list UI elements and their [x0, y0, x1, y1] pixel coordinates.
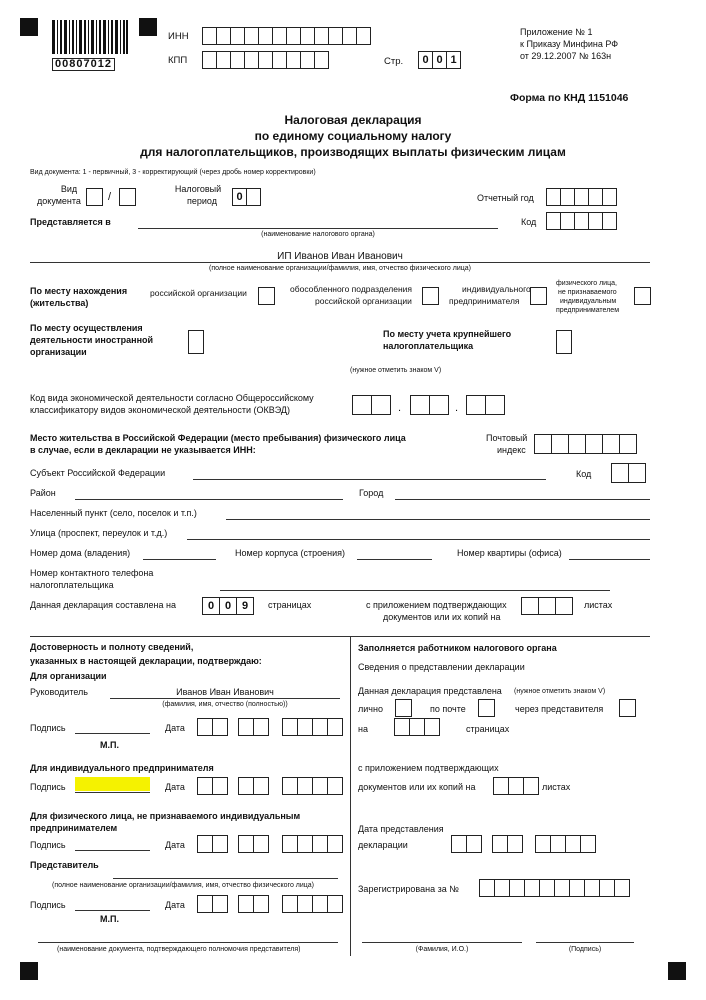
attach-label-2: документов или их копий на [383, 612, 501, 622]
district-label: Район [30, 488, 56, 498]
office-attach-label-1: с приложением подтверждающих [358, 763, 499, 773]
street-label: Улица (проспект, переулок и т.д.) [30, 528, 168, 538]
org-date-year[interactable] [282, 718, 342, 736]
opt-separate-checkbox[interactable] [422, 287, 439, 305]
representative-caption: (полное наименование организации/фамилия, имя, отчество физического лица) [52, 882, 315, 889]
okved-cells-2[interactable] [410, 395, 448, 413]
tax-office-heading: Заполняется работником налогового органа [358, 643, 557, 653]
for-phys-label-1: Для физического лица, не признаваемого индивидуальным [30, 811, 301, 821]
column-divider [350, 636, 351, 956]
doc-type-label-1: Вид [60, 184, 78, 194]
building-label: Номер корпуса (строения) [235, 548, 346, 558]
doc-type-label-2: документа [37, 196, 81, 206]
correction-number-box[interactable] [119, 188, 136, 206]
organization-name-caption: (полное наименование организации/фамилия, имя, отчество физического лица) [208, 265, 471, 272]
report-year-cells[interactable] [546, 188, 616, 206]
organization-name[interactable]: ИП Иванов Иван Иванович [277, 251, 403, 262]
officer-sign-caption: (Подпись) [568, 946, 602, 953]
representative-line[interactable] [113, 878, 338, 879]
org-date-label: Дата [165, 723, 185, 733]
for-phys-label-2: предпринимателем [30, 823, 118, 833]
major-taxpayer-checkbox[interactable] [556, 330, 572, 354]
rep-document-caption: (наименование документа, подтверждающего полномочия представителя) [57, 946, 301, 953]
postal-label-1: Почтовый [486, 433, 528, 443]
phys-sign-label: Подпись [30, 840, 66, 850]
by-mail-checkbox[interactable] [478, 699, 495, 717]
org-sign-label: Подпись [30, 723, 66, 733]
ip-sign-highlight [75, 777, 150, 791]
opt-ip-2: предпринимателя [449, 296, 520, 306]
city-label: Город [359, 488, 384, 498]
house-label: Номер дома (владения) [30, 548, 131, 558]
address-heading-2: в случае, если в декларации не указывается ИНН: [30, 445, 256, 455]
okved-label-1: Код вида экономической деятельности согласно Общероссийскому [30, 393, 314, 403]
rep-stamp-label: М.П. [100, 914, 119, 924]
pages-word: страницах [268, 600, 312, 610]
section-divider [30, 636, 650, 637]
office-sheets-word: листах [542, 782, 571, 792]
foreign-org-label-1: По месту осуществления [30, 323, 143, 333]
via-rep-label: через представителя [515, 704, 604, 714]
title-line-1: Налоговая декларация [284, 113, 422, 127]
tax-authority-caption: (наименование налогового органа) [261, 231, 375, 238]
phys-date-day[interactable] [197, 835, 227, 853]
presented-note: (нужное отметить знаком V) [514, 688, 606, 695]
okved-dot-2: . [455, 402, 459, 414]
officer-sign-line[interactable] [536, 942, 634, 943]
registered-label: Зарегистрирована за № [358, 884, 459, 894]
tax-period-label-1: Налоговый [174, 184, 222, 194]
title-line-3: для налогоплательщиков, производящих выплаты физическим лицам [140, 145, 566, 159]
code-label: Код [521, 217, 537, 227]
okved-cells-1[interactable] [352, 395, 390, 413]
doc-type-slash: / [108, 191, 112, 203]
kpp-cells[interactable] [202, 51, 328, 69]
report-year-label: Отчетный год [477, 193, 534, 203]
corner-marker-top-left [20, 18, 38, 36]
opt-separate-2: российской организации [315, 296, 412, 306]
page-number-cells[interactable]: 0 0 1 [418, 51, 460, 69]
ip-date-month[interactable] [238, 777, 268, 795]
okved-cells-3[interactable] [466, 395, 504, 413]
ip-date-day[interactable] [197, 777, 227, 795]
ip-date-label: Дата [165, 782, 185, 792]
rep-date-month[interactable] [238, 895, 268, 913]
apartment-line[interactable] [569, 559, 650, 560]
subject-code-label: Код [576, 469, 592, 479]
tax-authority-code-cells[interactable] [546, 212, 616, 230]
subject-code-cells[interactable] [611, 463, 645, 481]
head-name-line [110, 698, 340, 699]
foreign-org-label-2: деятельности иностранной [30, 335, 154, 345]
in-person-checkbox[interactable] [395, 699, 412, 717]
barcode [52, 20, 128, 60]
ip-sign-label: Подпись [30, 782, 66, 792]
phys-date-month[interactable] [238, 835, 268, 853]
building-line[interactable] [357, 559, 432, 560]
opt-phys-checkbox[interactable] [634, 287, 651, 305]
submission-date-label-1: Дата представления [358, 824, 444, 834]
major-taxpayer-label-2: налогоплательщика [383, 341, 474, 351]
inn-label: ИНН [168, 31, 189, 42]
opt-russian-org: российской организации [150, 288, 247, 298]
barcode-bars-icon [52, 20, 128, 54]
page-label: Стр. [384, 56, 404, 67]
phys-date-year[interactable] [282, 835, 342, 853]
opt-phys-1: физического лица, [556, 280, 617, 287]
for-org-label: Для организации [30, 671, 107, 681]
rep-sign-label: Подпись [30, 900, 66, 910]
opt-russian-org-checkbox[interactable] [258, 287, 275, 305]
opt-ip-checkbox[interactable] [530, 287, 547, 305]
rep-document-line[interactable] [38, 942, 338, 943]
kpp-label: КПП [168, 55, 188, 66]
city-line[interactable] [395, 499, 650, 500]
inn-cells[interactable] [202, 27, 370, 45]
house-line[interactable] [143, 559, 216, 560]
officer-name-caption: (Фамилия, И.О.) [415, 946, 469, 953]
okved-label-2: классификатору видов экономической деятельности (ОКВЭД) [30, 405, 290, 415]
phys-date-label: Дата [165, 840, 185, 850]
organization-name-line [30, 262, 650, 263]
location-label-1: По месту нахождения [30, 286, 128, 296]
via-rep-checkbox[interactable] [619, 699, 636, 717]
phone-line[interactable] [220, 590, 610, 591]
submission-info-label: Сведения о представлении декларации [358, 662, 525, 672]
rep-date-year[interactable] [282, 895, 342, 913]
ip-sign-line[interactable] [75, 792, 150, 793]
confirm-label-1: Достоверность и полноту сведений, [30, 642, 194, 652]
attach-sheets-cells[interactable] [521, 597, 572, 615]
office-pages-cells[interactable] [394, 718, 439, 736]
pages-count-cells[interactable]: 0 0 9 [202, 597, 253, 615]
submission-date-day[interactable] [451, 835, 481, 853]
form-code: Форма по КНД 1151046 [510, 92, 629, 104]
confirm-label-2: указанных в настоящей декларации, подтверждаю: [30, 656, 262, 666]
postal-label-2: индекс [497, 445, 526, 455]
submission-date-label-2: декларации [358, 840, 408, 850]
by-mail-label: по почте [430, 704, 466, 714]
district-line[interactable] [75, 499, 343, 500]
appendix-line-2: к Приказу Минфина РФ [520, 39, 619, 49]
sheets-word: листах [584, 600, 613, 610]
subject-line[interactable] [193, 479, 546, 480]
office-attach-label-2: документов или их копий на [358, 782, 476, 792]
barcode-number: 00807012 [52, 58, 115, 71]
registration-number-cells[interactable] [479, 879, 629, 897]
address-heading-1: Место жительства в Российской Федерации (место пребывания) физического лица [30, 433, 406, 443]
corner-marker-bottom-left [20, 962, 38, 980]
location-label-2: (жительства) [30, 298, 89, 308]
org-stamp-label: М.П. [100, 740, 119, 750]
corner-marker-top-mid [139, 18, 157, 36]
opt-phys-4: предпринимателем [556, 307, 620, 314]
submission-date-year[interactable] [535, 835, 595, 853]
officer-name-line[interactable] [362, 942, 522, 943]
doc-type-note: Вид документа: 1 - первичный, 3 - корректирующий (через дробь номер корректировки) [30, 169, 316, 176]
opt-phys-2: не признаваемого [558, 289, 617, 296]
tax-period-label-2: период [187, 196, 217, 206]
head-label: Руководитель [30, 687, 88, 697]
phone-label-2: налогоплательщика [30, 580, 114, 590]
doc-type-box[interactable] [86, 188, 103, 206]
mark-note: (нужное отметить знаком V) [350, 367, 442, 374]
settlement-line[interactable] [226, 519, 650, 520]
org-date-day[interactable] [197, 718, 227, 736]
office-sheets-cells[interactable] [493, 777, 538, 795]
foreign-org-checkbox[interactable] [188, 330, 204, 354]
rep-date-day[interactable] [197, 895, 227, 913]
tax-authority-line[interactable] [138, 228, 498, 229]
apartment-label: Номер квартиры (офиса) [457, 548, 562, 558]
pages-label: Данная декларация составлена на [30, 600, 176, 610]
opt-ip-1: индивидуального [462, 284, 531, 294]
org-date-month[interactable] [238, 718, 268, 736]
submission-date-month[interactable] [492, 835, 522, 853]
ip-date-year[interactable] [282, 777, 342, 795]
tax-period-cells[interactable]: 0 [232, 188, 260, 206]
org-sign-line[interactable] [75, 733, 150, 734]
corner-marker-bottom-right [668, 962, 686, 980]
head-name[interactable]: Иванов Иван Иванович [176, 687, 274, 697]
appendix-line-3: от 29.12.2007 № 163н [520, 51, 612, 61]
opt-separate-1: обособленного подразделения [290, 284, 412, 294]
phys-sign-line[interactable] [75, 850, 150, 851]
okved-dot-1: . [398, 402, 402, 414]
foreign-org-label-3: организации [30, 347, 87, 357]
rep-date-label: Дата [165, 900, 185, 910]
representative-label: Представитель [30, 860, 99, 870]
office-pages-word: страницах [466, 724, 510, 734]
postal-index-cells[interactable] [534, 434, 636, 452]
subject-label: Субъект Российской Федерации [30, 468, 166, 478]
presented-label: Данная декларация представлена [358, 686, 502, 696]
on-label: на [358, 724, 368, 734]
opt-phys-3: индивидуальным [560, 298, 617, 305]
rep-sign-line[interactable] [75, 910, 150, 911]
in-person-label: лично [358, 704, 383, 714]
title-line-2: по единому социальному налогу [254, 129, 452, 143]
for-ip-label: Для индивидуального предпринимателя [30, 763, 214, 773]
head-caption: (фамилия, имя, отчество (полностью)) [162, 701, 288, 708]
major-taxpayer-label-1: По месту учета крупнейшего [383, 329, 512, 339]
appendix-line-1: Приложение № 1 [520, 27, 593, 37]
submitted-to-label: Представляется в [30, 217, 111, 227]
phone-label-1: Номер контактного телефона [30, 568, 154, 578]
settlement-label: Населенный пункт (село, поселок и т.п.) [30, 508, 197, 518]
street-line[interactable] [187, 539, 650, 540]
attach-label-1: с приложением подтверждающих [366, 600, 507, 610]
